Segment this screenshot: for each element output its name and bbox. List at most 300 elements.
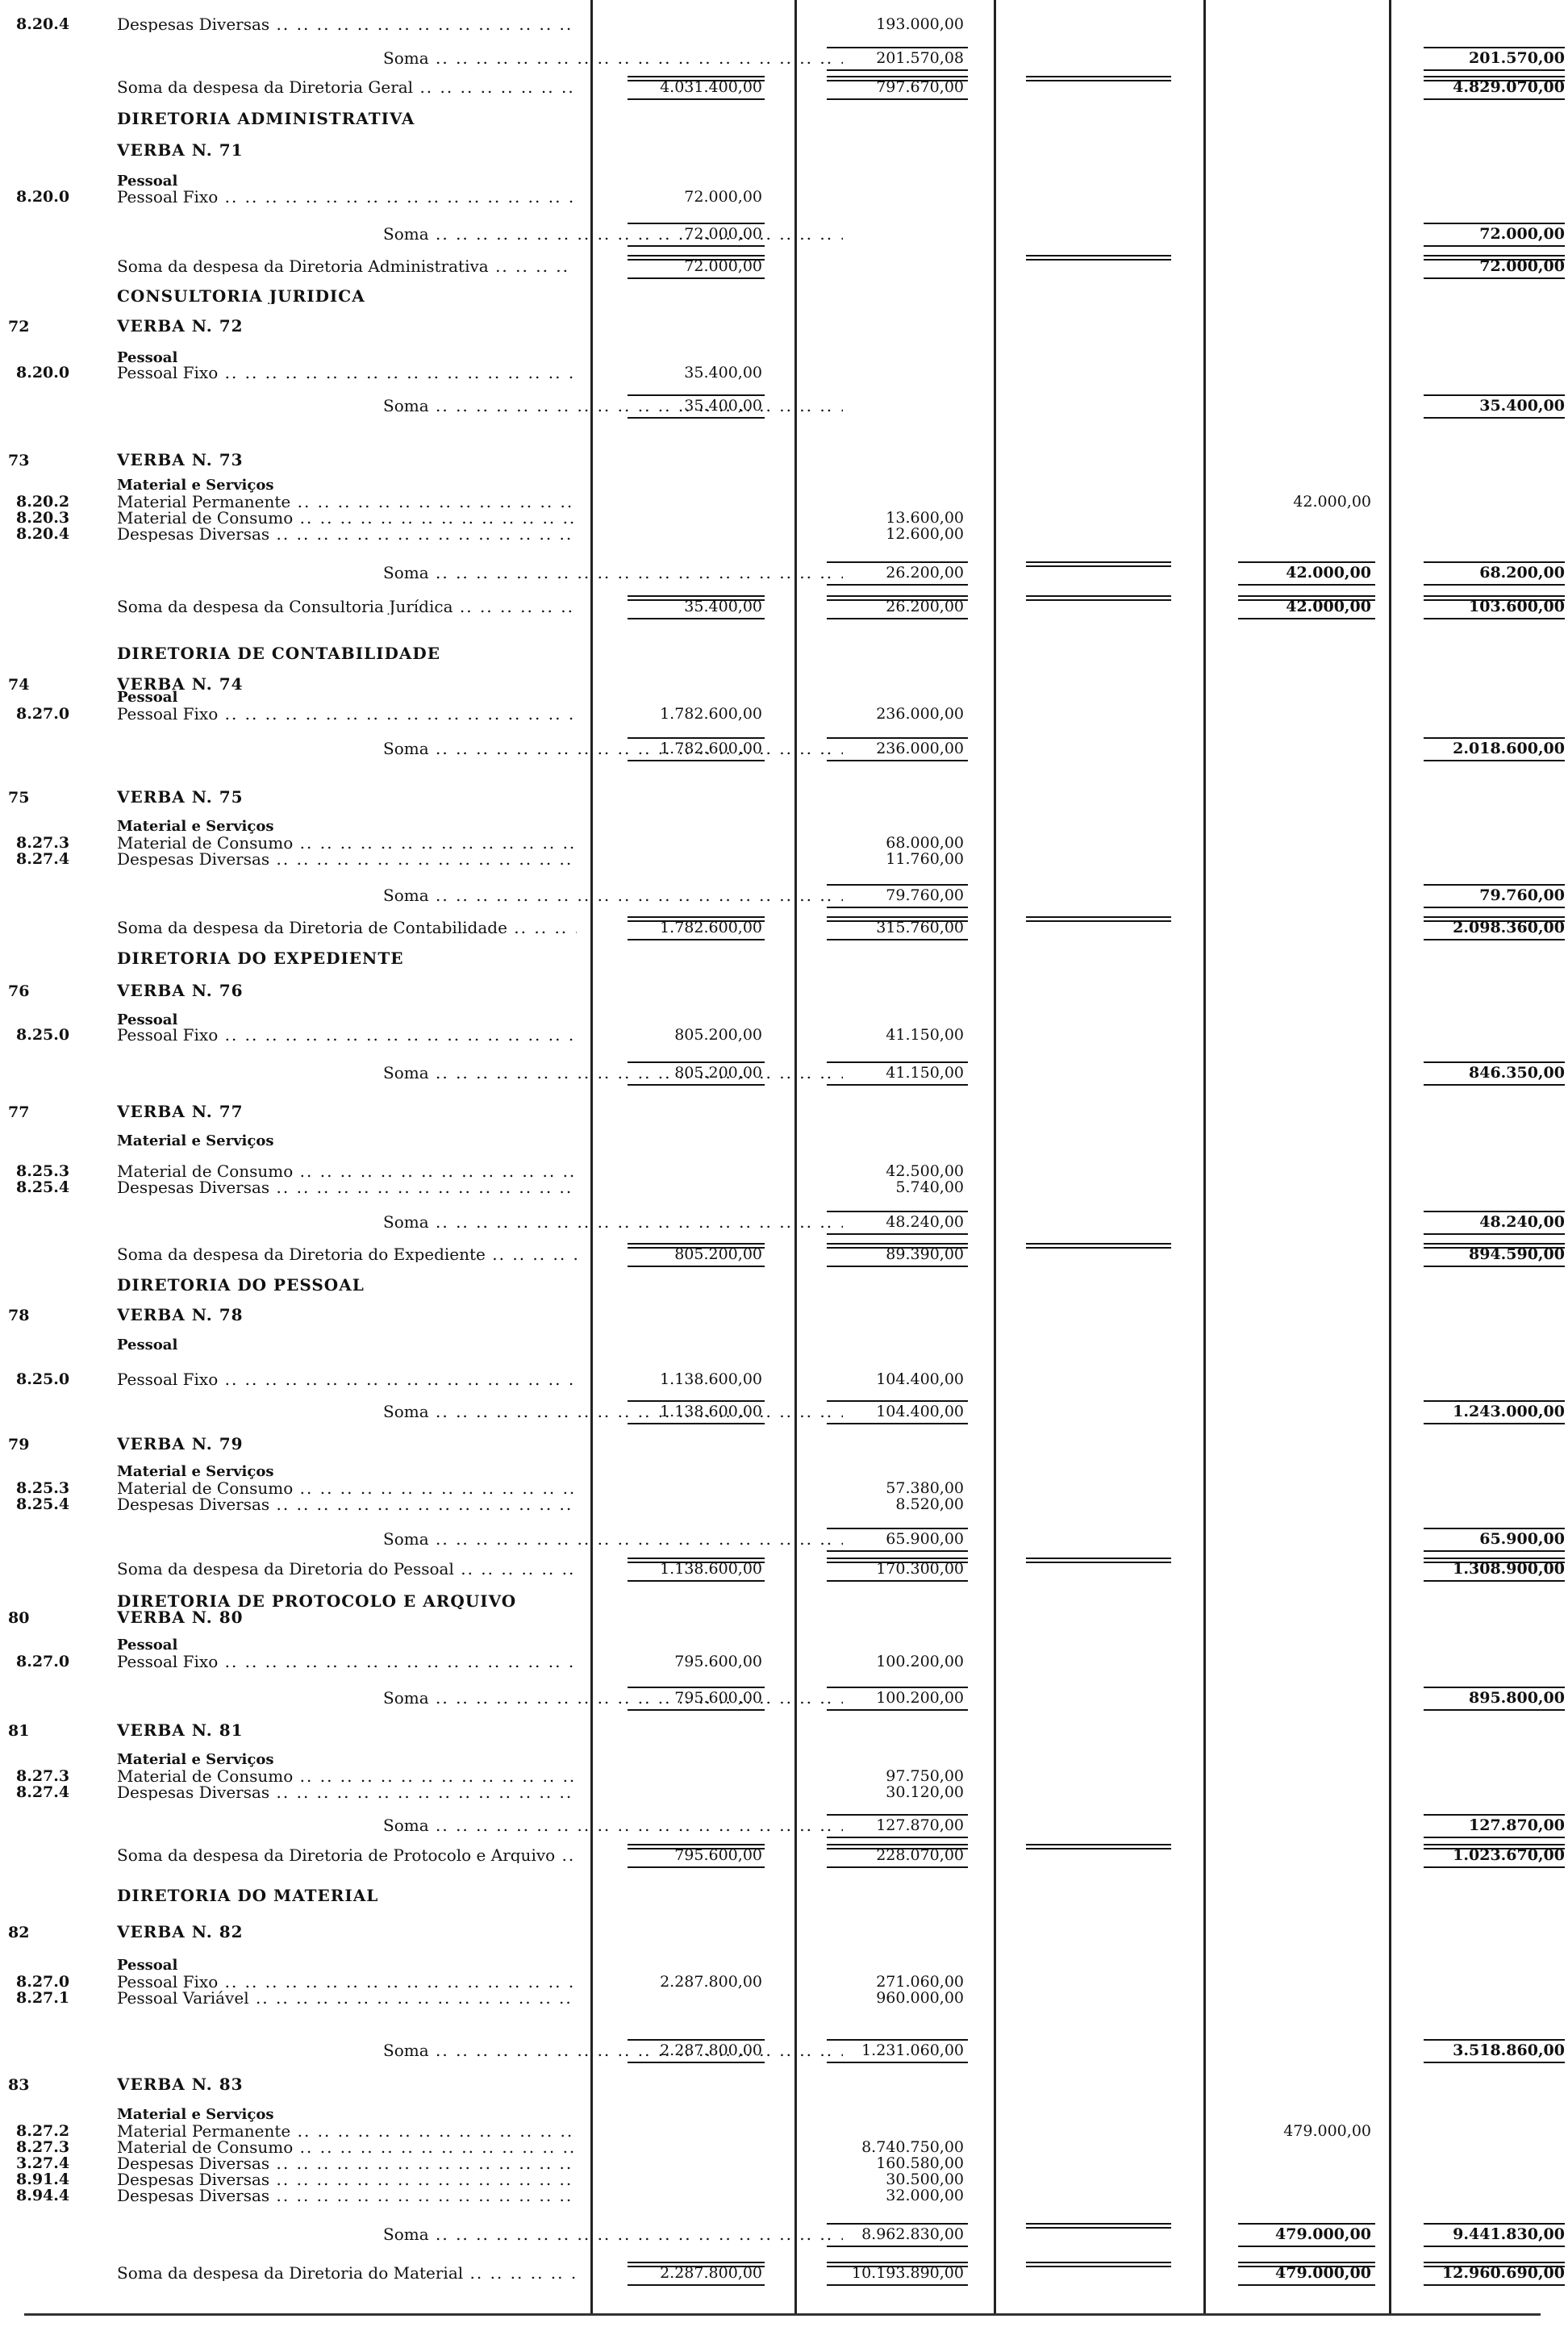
amount-cell: 2.098.360,00 <box>1453 919 1565 936</box>
amount-cell: 26.200,00 <box>886 564 964 582</box>
table-row <box>0 1103 1568 1124</box>
amount-cell: 805.200,00 <box>674 1245 762 1263</box>
sum-rule <box>1424 1233 1565 1235</box>
account-code: 3.27.4 <box>16 2154 70 2172</box>
amount-cell: 797.670,00 <box>876 78 964 96</box>
table-row <box>0 920 1568 940</box>
verba-number: 82 <box>8 1924 30 1941</box>
section-heading: DIRETORIA DO PESSOAL <box>117 1277 365 1293</box>
sum-rule <box>628 1866 765 1868</box>
table-row <box>0 258 1568 279</box>
sum-rule <box>827 2039 968 2041</box>
table-row <box>0 565 1568 586</box>
account-code: 8.20.0 <box>16 364 70 382</box>
sum-rule <box>827 1266 968 1267</box>
table-row <box>0 2265 1568 2286</box>
amount-cell: 127.870,00 <box>1469 1816 1565 1834</box>
table-row <box>0 526 1568 547</box>
total-double-rule <box>1026 1558 1171 1563</box>
item-label: Pessoal Fixo .. .. <box>117 706 577 722</box>
section-heading: DIRETORIA DE PROTOCOLO E ARQUIVO <box>117 1593 517 1609</box>
amount-cell: 236.000,00 <box>876 740 964 757</box>
amount-cell: 65.900,00 <box>1479 1530 1565 1548</box>
verba-number: 80 <box>8 1609 30 1627</box>
sum-rule <box>1424 1837 1565 1838</box>
amount-cell: 1.782.600,00 <box>660 740 762 757</box>
sum-rule <box>827 737 968 739</box>
sum-rule <box>628 245 765 247</box>
total-double-rule <box>628 916 765 922</box>
amount-cell: 271.060,00 <box>876 1973 964 1991</box>
amount-cell: 89.390,00 <box>886 1245 964 1263</box>
amount-cell: 8.740.750,00 <box>861 2138 964 2156</box>
category-heading: Material e Serviços <box>117 1752 274 1768</box>
verba-number: 78 <box>8 1307 30 1324</box>
sum-rule <box>1424 277 1565 279</box>
account-code: 8.20.2 <box>16 493 70 511</box>
total-double-rule <box>1238 2262 1375 2267</box>
item-label: Pessoal Variável .. .. <box>117 1990 577 2006</box>
table-row <box>0 1561 1568 1582</box>
table-row <box>0 16 1568 37</box>
amount-cell: 2.018.600,00 <box>1453 740 1565 757</box>
sum-rule <box>628 394 765 396</box>
item-label: Material de Consumo .. .. <box>117 1768 577 1784</box>
total-double-rule <box>1026 916 1171 922</box>
table-row <box>0 1690 1568 1711</box>
amount-cell: 1.782.600,00 <box>660 919 762 936</box>
sum-rule <box>827 1084 968 1086</box>
sum-rule <box>1238 2223 1375 2225</box>
amount-cell: 35.400,00 <box>684 397 762 415</box>
category-heading: Pessoal <box>117 1958 178 1974</box>
account-code: 8.20.3 <box>16 509 70 527</box>
table-row <box>0 645 1568 666</box>
table-row <box>0 1246 1568 1267</box>
amount-cell: 104.400,00 <box>876 1403 964 1420</box>
sum-rule <box>1424 1528 1565 1529</box>
amount-cell: 2.287.800,00 <box>660 1973 762 1991</box>
amount-cell: 12.960.690,00 <box>1441 2264 1565 2282</box>
account-code: 8.20.0 <box>16 188 70 206</box>
table-row <box>0 1722 1568 1743</box>
amount-cell: 1.243.000,00 <box>1453 1403 1565 1420</box>
sum-rule <box>827 2246 968 2247</box>
table-row <box>0 1784 1568 1805</box>
total-label: Soma da despesa da Diretoria Geral .. .. <box>117 79 577 95</box>
sum-rule <box>628 1061 765 1063</box>
item-label: Despesas Diversas .. .. <box>117 2171 577 2187</box>
account-code: 8.25.0 <box>16 1370 70 1388</box>
sum-rule <box>827 1580 968 1582</box>
sum-rule <box>628 1423 765 1424</box>
sum-rule <box>628 2284 765 2286</box>
category-heading: Material e Serviços <box>117 1464 274 1480</box>
account-code: 8.25.3 <box>16 1479 70 1497</box>
verba-heading: VERBA N. 81 <box>117 1722 244 1738</box>
amount-cell: 5.740,00 <box>895 1178 964 1196</box>
amount-cell: 13.600,00 <box>886 509 964 527</box>
sum-rule <box>628 1580 765 1582</box>
subtotal-label: Soma .. .. <box>117 1065 843 1081</box>
amount-cell: 42.000,00 <box>1286 598 1371 615</box>
item-label: Despesas Diversas .. .. <box>117 2155 577 2171</box>
total-double-rule <box>628 76 765 81</box>
category-heading: Material e Serviços <box>117 1133 274 1149</box>
sum-rule <box>827 584 968 586</box>
sum-rule <box>1238 584 1375 586</box>
amount-cell: 894.590,00 <box>1469 1245 1565 1263</box>
subtotal-label: Soma .. .. <box>117 2226 843 2242</box>
table-row <box>0 1990 1568 2011</box>
amount-cell: 805.200,00 <box>674 1064 762 1082</box>
amount-cell: 4.031.400,00 <box>660 78 762 96</box>
sum-rule <box>1424 1400 1565 1402</box>
sum-rule <box>827 1687 968 1688</box>
table-row <box>0 1307 1568 1328</box>
table-row <box>0 111 1568 131</box>
table-row <box>0 706 1568 727</box>
amount-cell: 479.000,00 <box>1283 2122 1371 2140</box>
sum-rule <box>1424 1211 1565 1212</box>
account-code: 8.27.1 <box>16 1989 70 2007</box>
bottom-rule <box>24 2313 1541 2316</box>
amount-cell: 193.000,00 <box>876 15 964 33</box>
table-row <box>0 2226 1568 2247</box>
amount-cell: 1.138.600,00 <box>660 1370 762 1388</box>
total-double-rule <box>1026 76 1171 81</box>
amount-cell: 1.023.670,00 <box>1453 1846 1565 1864</box>
table-row <box>0 1436 1568 1457</box>
amount-cell: 4.829.070,00 <box>1453 78 1565 96</box>
table-row <box>0 288 1568 309</box>
total-double-rule <box>1424 1844 1565 1850</box>
amount-cell: 479.000,00 <box>1275 2225 1371 2243</box>
verba-heading: VERBA N. 76 <box>117 982 244 999</box>
item-label: Despesas Diversas .. .. <box>117 2187 577 2204</box>
table-row <box>0 50 1568 71</box>
total-double-rule <box>827 1243 968 1249</box>
amount-cell: 479.000,00 <box>1275 2264 1371 2282</box>
sum-rule <box>827 98 968 100</box>
amount-cell: 79.760,00 <box>886 886 964 904</box>
amount-cell: 12.600,00 <box>886 525 964 543</box>
amount-cell: 201.570,00 <box>1469 49 1565 67</box>
sum-rule <box>628 1266 765 1267</box>
subtotal-label: Soma .. .. <box>117 1817 843 1833</box>
amount-cell: 35.400,00 <box>1479 397 1565 415</box>
sum-rule <box>628 618 765 619</box>
item-label: Material de Consumo .. .. <box>117 1163 577 1179</box>
category-heading: Pessoal <box>117 173 178 190</box>
total-double-rule <box>628 595 765 601</box>
total-double-rule <box>1424 255 1565 261</box>
table-row <box>0 142 1568 163</box>
sum-rule <box>1238 561 1375 563</box>
table-row <box>0 950 1568 971</box>
item-label: Material Permanente .. .. <box>117 494 577 510</box>
section-heading: DIRETORIA DO EXPEDIENTE <box>117 950 404 966</box>
verba-heading: VERBA N. 80 <box>117 1609 244 1625</box>
amount-cell: 68.200,00 <box>1479 564 1565 582</box>
total-double-rule <box>1424 916 1565 922</box>
amount-cell: 236.000,00 <box>876 705 964 723</box>
section-heading: CONSULTORIA JURIDICA <box>117 288 365 304</box>
item-label: Material de Consumo .. .. <box>117 835 577 851</box>
amount-cell: 42.500,00 <box>886 1162 964 1180</box>
sum-rule <box>827 561 968 563</box>
sum-rule <box>1424 1709 1565 1711</box>
amount-cell: 795.600,00 <box>674 1653 762 1670</box>
sum-rule <box>827 1400 968 1402</box>
total-double-rule <box>628 2262 765 2267</box>
amount-cell: 100.200,00 <box>876 1689 964 1707</box>
table-row <box>0 1924 1568 1945</box>
total-label: Soma da despesa da Diretoria de Protocolo e Arquivo .. .. <box>117 1847 577 1863</box>
item-label: Pessoal Fixo .. .. <box>117 1974 577 1990</box>
sum-rule <box>628 417 765 419</box>
subtotal-label: Soma .. .. <box>117 740 843 757</box>
sum-rule <box>1424 561 1565 563</box>
amount-cell: 1.231.060,00 <box>861 2041 964 2059</box>
table-row <box>0 1277 1568 1298</box>
sum-rule <box>827 1423 968 1424</box>
amount-cell: 35.400,00 <box>684 598 762 615</box>
amount-cell: 795.600,00 <box>674 1846 762 1864</box>
table-row <box>0 1609 1568 1630</box>
sum-rule <box>628 1084 765 1086</box>
sum-rule <box>1424 1266 1565 1267</box>
sum-rule <box>827 1061 968 1063</box>
amount-cell: 79.760,00 <box>1479 886 1565 904</box>
amount-cell: 228.070,00 <box>876 1846 964 1864</box>
verba-heading: VERBA N. 77 <box>117 1103 244 1120</box>
sum-rule <box>1424 760 1565 761</box>
amount-cell: 895.800,00 <box>1469 1689 1565 1707</box>
verba-number: 72 <box>8 318 30 336</box>
total-double-rule <box>1026 595 1171 601</box>
sum-rule <box>628 2039 765 2041</box>
total-double-rule <box>1026 2223 1171 2229</box>
item-label: Despesas Diversas .. .. <box>117 1496 577 1512</box>
total-double-rule <box>827 1844 968 1850</box>
amount-cell: 72.000,00 <box>684 225 762 243</box>
sum-rule <box>1424 1084 1565 1086</box>
table-row <box>0 1654 1568 1674</box>
subtotal-label: Soma .. .. <box>117 2042 843 2058</box>
sum-rule <box>1424 2246 1565 2247</box>
table-row <box>0 851 1568 872</box>
table-row <box>0 1027 1568 1048</box>
sum-rule <box>628 2062 765 2063</box>
amount-cell: 72.000,00 <box>1479 257 1565 275</box>
amount-cell: 3.518.860,00 <box>1453 2041 1565 2059</box>
total-double-rule <box>827 1558 968 1563</box>
item-label: Pessoal Fixo .. .. <box>117 1027 577 1043</box>
verba-number: 74 <box>8 676 30 694</box>
amount-cell: 48.240,00 <box>1479 1213 1565 1231</box>
sum-rule <box>1424 98 1565 100</box>
verba-heading: VERBA N. 72 <box>117 318 244 334</box>
sum-rule <box>628 737 765 739</box>
item-label: Pessoal Fixo .. .. <box>117 1371 577 1387</box>
sum-rule <box>827 884 968 886</box>
total-double-rule <box>628 1844 765 1850</box>
table-row <box>0 1817 1568 1838</box>
item-label: Despesas Diversas .. .. <box>117 851 577 867</box>
amount-cell: 127.870,00 <box>876 1816 964 1834</box>
verba-number: 81 <box>8 1722 30 1740</box>
amount-cell: 315.760,00 <box>876 919 964 936</box>
verba-number: 75 <box>8 789 30 807</box>
sum-rule <box>1238 2246 1375 2247</box>
item-label: Pessoal Fixo .. .. <box>117 365 577 381</box>
sum-rule <box>1424 1061 1565 1063</box>
verba-number: 76 <box>8 982 30 1000</box>
sum-rule <box>1238 618 1375 619</box>
total-double-rule <box>1424 595 1565 601</box>
sum-rule <box>628 277 765 279</box>
amount-cell: 2.287.800,00 <box>660 2264 762 2282</box>
subtotal-label: Soma .. .. <box>117 887 843 903</box>
verba-heading: VERBA N. 78 <box>117 1307 244 1323</box>
table-row <box>0 982 1568 1003</box>
subtotal-label: Soma .. .. <box>117 226 843 242</box>
total-label: Soma da despesa da Diretoria Administrativa .. .. <box>117 258 577 274</box>
table-row <box>0 189 1568 210</box>
total-double-rule <box>1026 561 1171 567</box>
item-label: Material de Consumo .. .. <box>117 2139 577 2155</box>
table-row <box>0 1403 1568 1424</box>
verba-heading: VERBA N. 83 <box>117 2076 244 2092</box>
sum-rule <box>1424 223 1565 224</box>
item-label: Despesas Diversas .. .. <box>117 1179 577 1195</box>
amount-cell: 68.000,00 <box>886 834 964 852</box>
sum-rule <box>1424 884 1565 886</box>
total-label: Soma da despesa da Diretoria de Contabilidade .. .. <box>117 920 577 936</box>
subtotal-label: Soma .. .. <box>117 565 843 581</box>
sum-rule <box>827 2062 968 2063</box>
amount-cell: 1.138.600,00 <box>660 1560 762 1578</box>
sum-rule <box>827 47 968 48</box>
sum-rule <box>1424 1687 1565 1688</box>
sum-rule <box>827 1709 968 1711</box>
amount-cell: 103.600,00 <box>1469 598 1565 615</box>
account-code: 8.25.4 <box>16 1178 70 1196</box>
category-heading: Material e Serviços <box>117 819 274 835</box>
verba-number: 79 <box>8 1436 30 1453</box>
table-row <box>0 1179 1568 1200</box>
total-double-rule <box>1424 1558 1565 1563</box>
amount-cell: 100.200,00 <box>876 1653 964 1670</box>
sum-rule <box>1424 1814 1565 1816</box>
total-label: Soma da despesa da Diretoria do Pessoal .. .. <box>117 1561 577 1577</box>
table-row <box>0 1847 1568 1868</box>
amount-cell: 805.200,00 <box>674 1026 762 1044</box>
subtotal-label: Soma .. .. <box>117 50 843 66</box>
item-label: Despesas Diversas .. .. <box>117 1784 577 1800</box>
sum-rule <box>1424 1866 1565 1868</box>
sum-rule <box>827 1211 968 1212</box>
amount-cell: 32.000,00 <box>886 2187 964 2204</box>
item-label: Despesas Diversas .. .. <box>117 526 577 542</box>
amount-cell: 846.350,00 <box>1469 1064 1565 1082</box>
table-row <box>0 740 1568 761</box>
account-code: 8.25.4 <box>16 1495 70 1513</box>
sum-rule <box>1424 2039 1565 2041</box>
table-row <box>0 1133 1568 1154</box>
amount-cell: 10.193.890,00 <box>851 2264 964 2282</box>
sum-rule <box>1424 417 1565 419</box>
amount-cell: 30.120,00 <box>886 1783 964 1801</box>
sum-rule <box>827 1814 968 1816</box>
total-double-rule <box>1424 76 1565 81</box>
table-row <box>0 887 1568 908</box>
amount-cell: 97.750,00 <box>886 1767 964 1785</box>
total-double-rule <box>628 1558 765 1563</box>
amount-cell: 8.962.830,00 <box>861 2225 964 2243</box>
amount-cell: 30.500,00 <box>886 2171 964 2188</box>
total-double-rule <box>1026 1243 1171 1249</box>
amount-cell: 160.580,00 <box>876 2154 964 2172</box>
table-row <box>0 226 1568 247</box>
sum-rule <box>827 939 968 940</box>
sum-rule <box>1424 584 1565 586</box>
sum-rule <box>827 760 968 761</box>
account-code: 8.27.4 <box>16 1783 70 1801</box>
sum-rule <box>827 2223 968 2225</box>
account-code: 8.27.3 <box>16 834 70 852</box>
sum-rule <box>1424 1423 1565 1424</box>
sum-rule <box>827 907 968 908</box>
amount-cell: 8.520,00 <box>895 1495 964 1513</box>
sum-rule <box>827 1233 968 1235</box>
sum-rule <box>628 98 765 100</box>
account-code: 8.25.3 <box>16 1162 70 1180</box>
category-heading: Pessoal <box>117 1637 178 1654</box>
sum-rule <box>1424 1550 1565 1552</box>
sum-rule <box>628 1709 765 1711</box>
account-code: 8.27.4 <box>16 850 70 868</box>
total-label: Soma da despesa da Diretoria do Material .. .. <box>117 2265 577 2281</box>
sum-rule <box>827 1550 968 1552</box>
sum-rule <box>628 1400 765 1402</box>
account-code: 8.91.4 <box>16 2171 70 2188</box>
category-heading: Material e Serviços <box>117 477 274 494</box>
category-heading: Pessoal <box>117 690 178 706</box>
table-row <box>0 1887 1568 1908</box>
amount-cell: 42.000,00 <box>1293 493 1371 511</box>
total-double-rule <box>1026 255 1171 261</box>
account-code: 8.20.4 <box>16 15 70 33</box>
category-heading: Pessoal <box>117 350 178 366</box>
total-double-rule <box>827 595 968 601</box>
sum-rule <box>1424 939 1565 940</box>
total-double-rule <box>1424 2262 1565 2267</box>
table-row <box>0 789 1568 810</box>
sum-rule <box>827 69 968 71</box>
amount-cell: 104.400,00 <box>876 1370 964 1388</box>
table-row <box>0 598 1568 619</box>
amount-cell: 42.000,00 <box>1286 564 1371 582</box>
table-row <box>0 2042 1568 2063</box>
table-row <box>0 1496 1568 1517</box>
amount-cell: 11.760,00 <box>886 850 964 868</box>
total-label: Soma da despesa da Consultoria Jurídica .. .. <box>117 598 577 615</box>
total-double-rule <box>628 255 765 261</box>
sum-rule <box>1424 245 1565 247</box>
amount-cell: 26.200,00 <box>886 598 964 615</box>
